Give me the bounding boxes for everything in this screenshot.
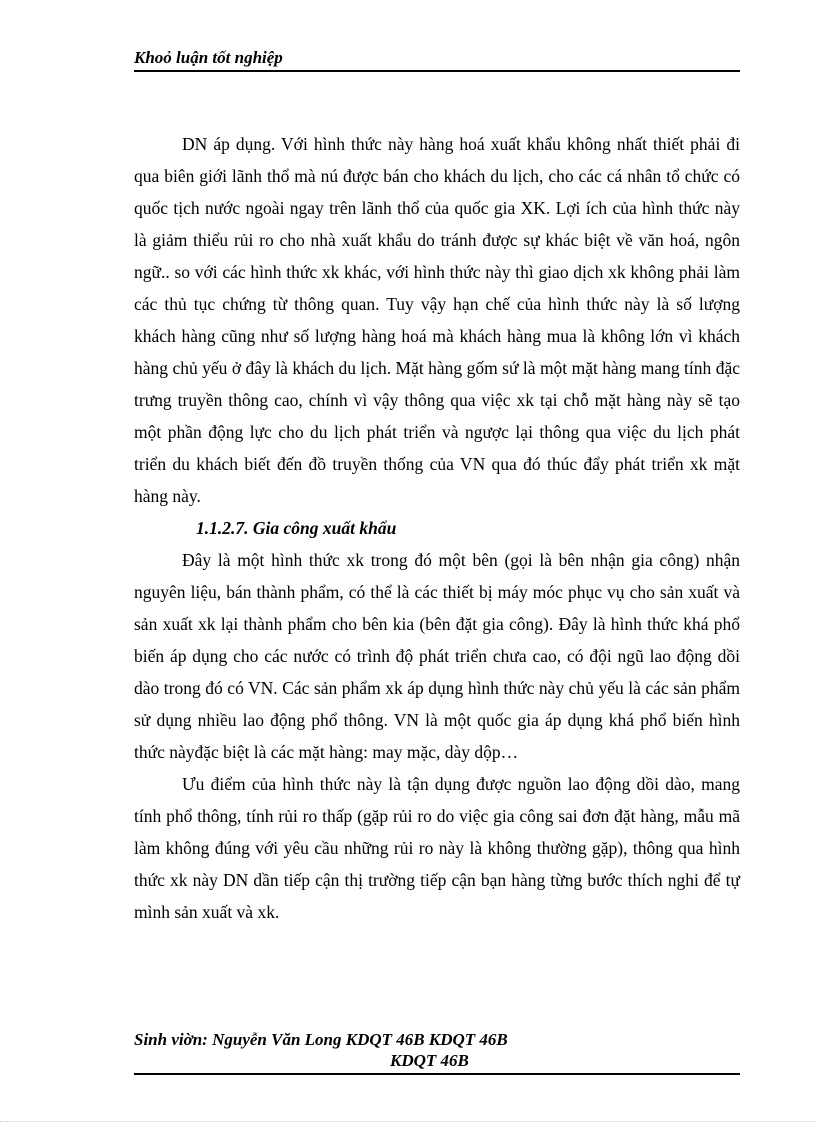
page-footer <box>134 1029 740 1075</box>
paragraph-2: Đây là một hình thức xk trong đó một bên (gọi là bên nhận gia công) nhận nguyên liệu, bán thành phẩm, có thể là các thiết bị máy móc phục vụ cho sản xuất và sản xuất xk lại thành phẩm cho bên kia (bên đặt gia công). Đây là hình thức khá phổ biến áp dụng cho các nước có trình độ phát triển chưa cao, có đội ngũ lao động dồi dào trong đó có VN. Các sản phẩm xk áp dụng hình thức này chủ yếu là các sản phẩm sử dụng nhiều lao động phổ thông. VN là một quốc gia áp dụng khá phổ biến hình thức nàyđặc biệt là các mặt hàng: may mặc, dày dộp… <box>134 550 740 762</box>
page-bottom-edge <box>0 1121 816 1122</box>
page-header <box>134 48 740 72</box>
document-body <box>134 128 740 928</box>
section-heading: 1.1.2.7. Gia công xuất khẩu <box>196 518 397 538</box>
paragraph-1: DN áp dụng. Với hình thức này hàng hoá xuất khẩu không nhất thiết phải đi qua biên giới lãnh thổ mà nú được bán cho khách du lịch, cho các cá nhân tổ chức có quốc tịch nước ngoài ngay trên lãnh thổ của quốc gia XK. Lợi ích của hình thức này là giảm thiểu rủi ro cho nhà xuất khẩu do tránh được sự khác biệt về văn hoá, ngôn ngữ.. so với các hình thức xk khác, với hình thức này thì giao dịch xk không phải làm các thủ tục chứng từ thông quan. Tuy vậy hạn chế của hình thức này là số lượng khách hàng cũng như số lượng hàng hoá mà khách hàng mua là không lớn vì khách hàng chủ yếu ở đây là khách du lịch. Mặt hàng gốm sứ là một mặt hàng mang tính đặc trưng truyền thông cao, chính vì vậy thông qua việc xk tại chỗ mặt hàng này sẽ tạo một phần động lực cho du lịch phát triển và ngược lại thông qua việc du lịch phát triển du khách biết đến đồ truyền thống của VN qua đó thúc đẩy phát triển xk mặt hàng này. <box>134 134 740 506</box>
footer-author: Sinh viờn: Nguyễn Văn Long KDQT 46B KDQT 46B <box>134 1030 508 1049</box>
footer-class: KDQT 46B <box>390 1051 469 1070</box>
header-title: Khoỏ luận tốt nghiệp <box>134 48 283 67</box>
paragraph-3: Ưu điểm của hình thức này là tận dụng được nguồn lao động dồi dào, mang tính phổ thông, tính rủi ro thấp (gặp rủi ro do việc gia công sai đơn đặt hàng, mẫu mã làm không đúng với yêu cầu những rủi ro này là không thường gặp), thông qua hình thức xk này DN dần tiếp cận thị trường tiếp cận bạn hàng từng bước thích nghi để tự mình sản xuất và xk. <box>134 774 740 922</box>
